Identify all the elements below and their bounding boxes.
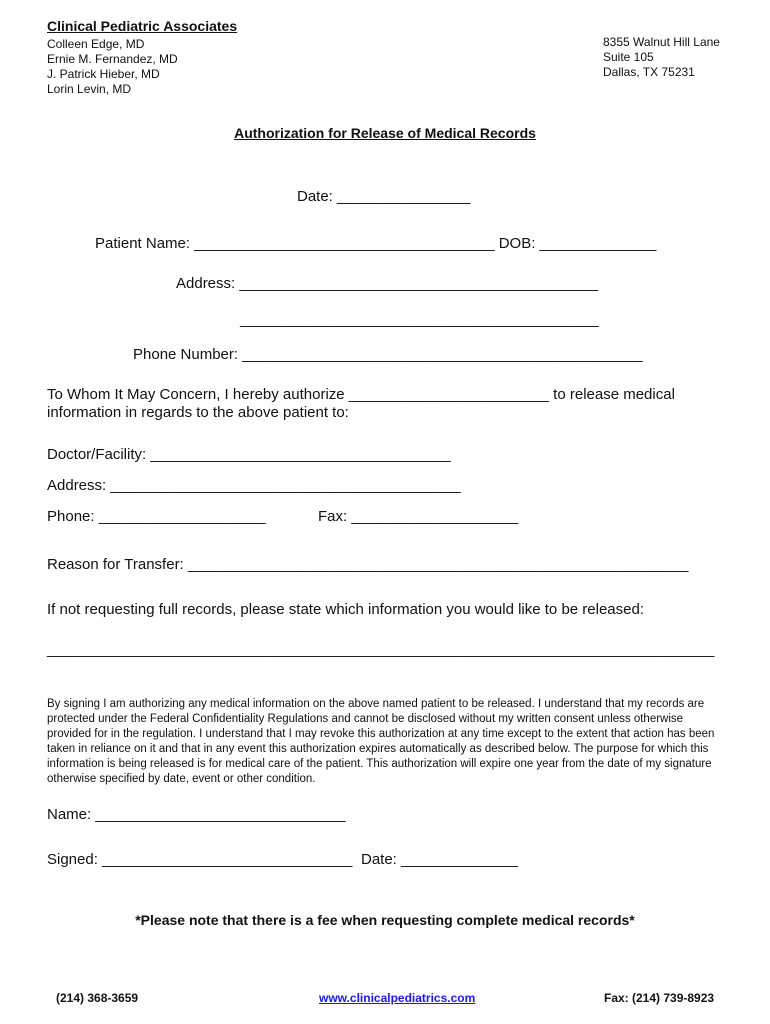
name-field[interactable]: Name: ______________________________ [47, 806, 346, 823]
footer-website-link[interactable]: www.clinicalpediatrics.com [319, 991, 476, 1005]
signature-field[interactable]: Signed: ______________________________ [47, 851, 353, 868]
practice-name: Clinical Pediatric Associates [47, 18, 238, 34]
address-line: Dallas, TX 75231 [603, 65, 695, 79]
facility-address-field[interactable]: Address: __________________________________________ [47, 477, 461, 494]
partial-request-field[interactable]: ________________________________________________________________________________ [47, 641, 715, 658]
reason-for-transfer-field[interactable]: Reason for Transfer: ____________________________________________________________ [47, 556, 689, 573]
doctor-name: Ernie M. Fernandez, MD [47, 52, 178, 66]
fee-note: *Please note that there is a fee when requesting complete medical records* [135, 912, 635, 928]
doctor-name: Colleen Edge, MD [47, 37, 145, 51]
phone-number-field[interactable]: Phone Number: ________________________________________________ [133, 346, 643, 363]
signed-date-field[interactable]: Date: ______________ [361, 851, 518, 868]
doctor-name: Lorin Levin, MD [47, 82, 132, 96]
patient-name-dob-field[interactable]: Patient Name: ____________________________________ DOB: ______________ [95, 235, 657, 252]
address-line: 8355 Walnut Hill Lane [603, 35, 720, 49]
footer-fax: Fax: (214) 739-8923 [604, 991, 715, 1005]
footer-phone: (214) 368-3659 [56, 991, 139, 1005]
date-field[interactable]: Date: ________________ [297, 188, 471, 205]
facility-fax-field[interactable]: Fax: ____________________ [318, 508, 519, 525]
partial-request-label: If not requesting full records, please state which information you would like to be released: [47, 601, 644, 618]
consent-paragraph: By signing I am authorizing any medical information on the above named patient to be released. I understand that my records are protected under the Federal Confidentiality Regulations and cannot be disclosed without my written consent unless otherwise provided for in the regulation. I understand that I may revoke this authorization at any time except to the extent that action has been taken in reliance on it and that in any event this authorization expires automatically as described below. The purpose for which this information is being released is for medical care of the patient. This authorization will expire one year from the date of my signature otherwise specified by date, event or other condition. [47, 698, 715, 785]
form-title: Authorization for Release of Medical Records [234, 125, 536, 141]
authorize-text: information in regards to the above patient to: [47, 404, 349, 421]
address-line: Suite 105 [603, 50, 654, 64]
patient-address-field[interactable]: Address: ___________________________________________ [176, 275, 599, 292]
doctor-facility-field[interactable]: Doctor/Facility: ____________________________________ [47, 446, 451, 463]
authorize-field[interactable]: To Whom It May Concern, I hereby authorize ________________________ to release medical [47, 386, 675, 403]
doctor-list [47, 37, 178, 97]
doctor-name: J. Patrick Hieber, MD [47, 67, 160, 81]
patient-address-line2-field[interactable]: ___________________________________________ [240, 311, 599, 328]
practice-address [603, 35, 720, 80]
facility-phone-field[interactable]: Phone: ____________________ [47, 508, 266, 525]
